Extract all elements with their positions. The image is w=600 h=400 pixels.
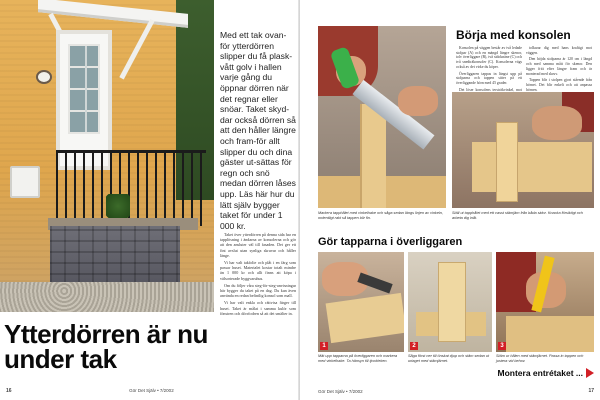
step-number-badge: 1	[320, 342, 328, 350]
hand	[532, 106, 582, 140]
iron-railing	[56, 150, 206, 226]
entrance-door-photo	[0, 0, 214, 312]
plank	[496, 122, 518, 202]
plank	[438, 262, 466, 342]
folio-right	[318, 389, 363, 394]
page-number: 16	[6, 388, 12, 394]
page-title: Ytterdörren är nu under tak	[4, 319, 208, 374]
body-paragraph: Om du följer våra steg-för-steg-anvisningar här bygger du taket på en dag. Du kan även använda en redan befintlig konsol som mall.	[220, 282, 296, 299]
continue-text: Montera entrétaket ...	[497, 368, 583, 378]
step-caption: Stäm ur hålen med stämjärnet. Passa in tappen och justera vid behov.	[496, 354, 584, 363]
folio-right-number	[588, 388, 594, 394]
step-photo-2	[408, 252, 492, 352]
stone-steps	[50, 226, 180, 286]
arrow-right-icon	[586, 368, 594, 378]
wall-lamp-icon	[36, 70, 52, 84]
body-paragraph: Tappen blir i stolpen gjort stående från hörnet. Det blir enkelt och att anpassa hörnen.	[526, 78, 592, 92]
body-paragraph: tolkarar dig med hans kraftigt mot väggen.	[526, 46, 592, 55]
continue-link[interactable]	[498, 368, 595, 378]
intro-text: Med ett tak ovan-för ytterdörren slipper du få plask-vått golv i hallen varje gång du öppnar dörren när det regnar eller snöar. Taket skyd-dar också dörren så att den håller längre och fram-för allt slipper du och dina gäster ut-sättas för regn och snö medan dörren låses upp. Läs här hur du lätt själv bygger taket för under 1 000 kr.	[220, 30, 296, 231]
body-paragraph: Vi har valt enkla och rättvisa färger till huset. Taket är målat i samma kulör som fönstren och dörrfodren så att det smälter in.	[220, 300, 296, 316]
step-photo-3	[496, 252, 594, 352]
plank	[506, 316, 594, 352]
caption-mark: Ställ ut tapphålet med ett vasst stämjärn från båda sidor. Knacka försiktigt och arbeta dig inåt.	[452, 211, 583, 220]
front-door	[56, 30, 112, 170]
step-number-badge: 2	[410, 342, 418, 350]
plank-vertical	[360, 104, 386, 208]
folio-text: Gör Det Själv • 7/2002	[318, 389, 363, 394]
step-number-badge: 3	[498, 342, 506, 350]
door-window	[68, 44, 100, 134]
step-caption: Mät upp tapparna på överliggaren och markera med vinkelhake. Ta hänsyn till tjockleken.	[318, 354, 398, 363]
body-paragraph: Den höjda stolparna är 120 cm i längd och med samma mått för skenor. Den ligger fritt efter längre fram och är monterad med skruv.	[526, 57, 592, 76]
hand	[398, 86, 438, 116]
step-photo-1	[318, 252, 404, 352]
step-caption: Såga först ner till önskat djup och stäm sedan ut urtaget med stämjärnet.	[408, 354, 490, 363]
body-paragraph: Konsolen på väggen består av två ledade stolpar (A) och en mängd längre skenor, tolv överliggare (B), två sidoknäne (C) och två snedträkonsoler (C). Konsolerna vägs också av det virke du köper.	[456, 46, 522, 69]
folio-left	[6, 388, 174, 394]
right-page	[300, 0, 600, 400]
body-text-left	[220, 232, 296, 318]
body-paragraph: Vi har valt takfolie och plåt i en färg som passar huset. Materialet kostar totalt mindre än 1 000 kr och allt finns att köpa i välsorterade byggvaruhus.	[220, 260, 296, 281]
body-paragraph: Överliggaren tappas in längst upp på stolparna och tappen sitter på ett överliggande hörn med 45 grader.	[456, 71, 522, 85]
page-number: 17	[588, 388, 594, 394]
sawing-photo	[318, 26, 446, 208]
heading-konsol: Börja med konsolen	[456, 28, 571, 42]
plank	[326, 293, 404, 343]
caption-saw: Markera tapphålet med vinkelhake och såga sedan längs linjen av vinkeln, ordentligt rakt så tappen blir fin.	[318, 211, 443, 220]
gravel-ground	[0, 282, 214, 312]
mailbox-icon	[10, 166, 40, 198]
plank	[472, 142, 592, 192]
body-paragraph: Taket över ytterdörren på denna sida har en tapplösning i ändarna av konsolerna och gör att den ansluter väl till fasaden. Det ger ett fint avslut utan synliga skruvar och håller länge.	[220, 232, 296, 258]
folio-text: Gör Det Själv • 7/2002	[129, 388, 174, 393]
heading-tappar: Gör tapparna i överliggaren	[318, 236, 463, 248]
body-paragraph: Det löser konsolens tersträkvinkel, mot	[459, 87, 522, 92]
marking-photo	[452, 92, 594, 208]
